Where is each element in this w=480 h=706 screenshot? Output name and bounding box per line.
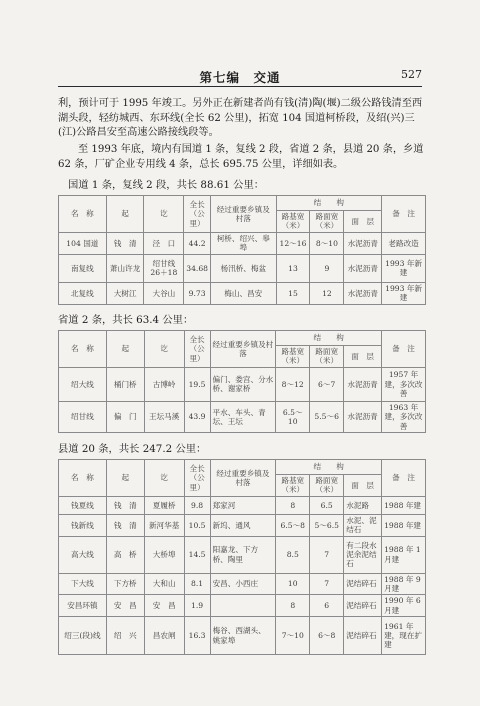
col-end: 讫 xyxy=(144,196,184,233)
col-surface: 面 层 xyxy=(344,475,382,497)
col-name: 名 称 xyxy=(59,196,107,233)
provincial-road-heading: 省道 2 条，共长 63.4 公里： xyxy=(58,314,194,326)
page-number: 527 xyxy=(401,68,422,81)
col-via: 经过重要乡镇及村落 xyxy=(210,331,276,368)
table-row: 安昌环镇 安 昌 安 昌 1.9 8 6 泥结碎石 1990 年 6 月建 xyxy=(59,595,426,617)
col-length: 全长（公里） xyxy=(184,196,211,233)
table-row: 绍甘线 偏 门 王坛马溪 43.9 平水、车头、青坛、王坛 6.5～10 5.5～6 水泥沥青 1963 年建，多次改善 xyxy=(59,401,426,432)
table-row: 北复线 大树江 大谷山 9.73 梅山、昌安 15 12 水泥沥青 1993 年新建 xyxy=(59,282,426,304)
col-name: 名 称 xyxy=(59,460,107,497)
col-roadsurface: 路面宽（米） xyxy=(310,475,344,497)
county-road-heading: 县道 20 条，共长 247.2 公里： xyxy=(58,443,207,455)
col-start: 起 xyxy=(106,460,144,497)
col-structure: 结 构 xyxy=(276,331,382,346)
col-roadbed: 路基宽（米） xyxy=(276,475,310,497)
col-via: 经过重要乡镇及村落 xyxy=(210,460,276,497)
col-remark: 备 注 xyxy=(382,196,426,233)
page-header xyxy=(58,68,422,87)
county-road-table xyxy=(58,459,426,655)
table-row: 钱夏线 钱 清 夏履桥 9.8 郑家河 8 6.5 水泥路 1988 年建 xyxy=(59,496,426,514)
chapter-title: 第七编 交通 xyxy=(199,70,281,85)
col-roadbed: 路基宽（米） xyxy=(276,211,310,233)
provincial-road-table xyxy=(58,330,426,433)
table-row: 104 国道 钱 清 泾 口 44.2 柯桥、绍兴、皋埠 12～16 8～10 水泥沥青 老路改造 xyxy=(59,232,426,254)
paragraph-2: 至 1993 年底，境内有国道 1 条，复线 2 段，省道 2 条，县道 20 条，乡道 62 条，厂矿企业专用线 4 条，总长 695.75 公里，详细如表。 xyxy=(58,144,424,170)
col-surface: 面 层 xyxy=(344,211,382,233)
col-via: 经过重要乡镇及村落 xyxy=(211,196,277,233)
col-end: 讫 xyxy=(144,460,184,497)
table-row: 钱新线 钱 清 新河华基 10.5 新坞、通风 6.5～8 5～6.5 水泥、泥结石 1988 年建 xyxy=(59,514,426,536)
col-remark: 备 注 xyxy=(382,331,426,368)
col-end: 讫 xyxy=(144,331,184,368)
col-start: 起 xyxy=(106,196,144,233)
table-row: 绍三(段)线 绍 兴 昌农闸 16.3 梅谷、西湖头、姚家埠 7～10 6～8 泥结碎石 1961 年建，现在扩建 xyxy=(59,617,426,655)
national-road-table xyxy=(58,195,426,305)
col-roadbed: 路基宽（米） xyxy=(276,346,310,368)
col-surface: 面 层 xyxy=(344,346,382,368)
table-row: 下大线 下方桥 大和山 8.1 安昌、小西庄 10 7 泥结碎石 1988 年 9 月建 xyxy=(59,573,426,595)
col-structure: 结 构 xyxy=(276,196,382,211)
col-length: 全长（公里） xyxy=(184,460,210,497)
col-roadsurface: 路面宽（米） xyxy=(310,211,344,233)
table-row: 绍大线 桶门桥 古博岭 19.5 偏门、娄宫、分水桥、谢家桥 8～12 6～7 水泥沥青 1957 年建，多次改善 xyxy=(59,367,426,401)
col-roadsurface: 路面宽（米） xyxy=(310,346,344,368)
col-remark: 备 注 xyxy=(382,460,426,497)
table-row: 南复线 萧山许龙 绍甘线 26＋18 34.68 杨汛桥、梅盆 13 9 水泥沥青 1993 年新建 xyxy=(59,254,426,282)
table-row: 高大线 高 桥 大桥埠 14.5 阳嘉龙、下方桥、陶里 8.5 7 有二段水泥余泥结石 1988 年 1 月建 xyxy=(59,536,426,573)
paragraph-1: 利，预计可于 1995 年竣工。另外正在新建者尚有钱(清)陶(堰)二级公路钱清至西湖头段，轻纺城西、东环线(全长 62 公里)，拓宽 104 国道柯桥段，及绍(兴)三(江)公路昌安至高速公路接线段等。 xyxy=(58,98,423,139)
national-road-heading: 国道 1 条，复线 2 段，共长 88.61 公里： xyxy=(68,179,265,191)
col-length: 全长（公里） xyxy=(184,331,210,368)
col-structure: 结 构 xyxy=(276,460,382,475)
col-name: 名 称 xyxy=(59,331,107,368)
col-start: 起 xyxy=(106,331,144,368)
